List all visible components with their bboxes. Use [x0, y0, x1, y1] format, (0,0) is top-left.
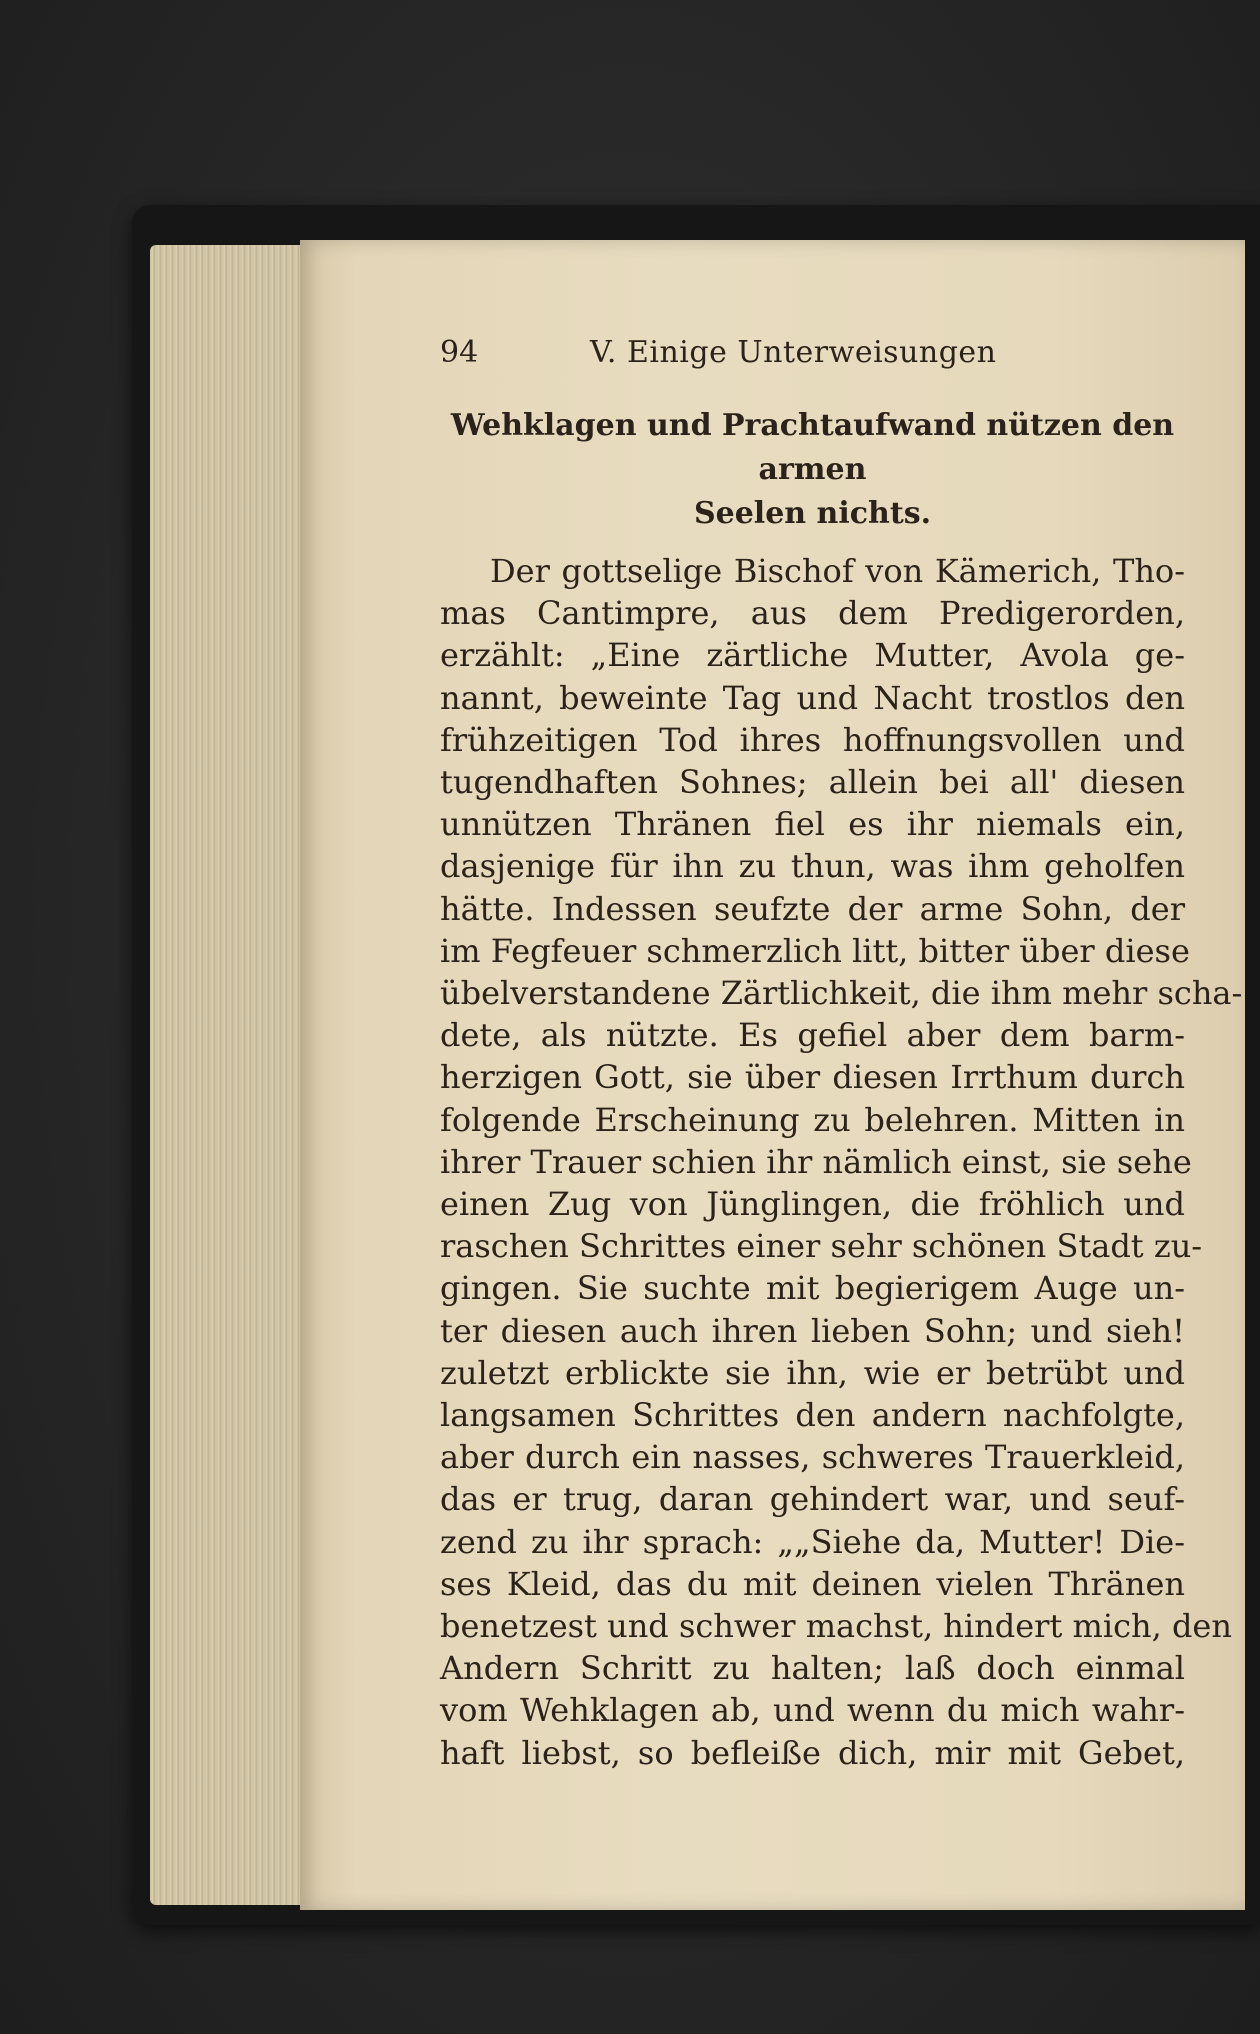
section-title	[440, 404, 1185, 536]
text-line: übelverstandene Zärtlichkeit, die ihm mehr scha-	[440, 974, 1243, 1013]
text-line: folgende Erscheinung zu belehren. Mitten in	[440, 1100, 1185, 1139]
text-line: das er trug, daran gehindert war, und seuf-	[440, 1480, 1185, 1519]
text-line: dasjenige für ihn zu thun, was ihm geholfen	[440, 847, 1185, 886]
text-line: Andern Schritt zu halten; laß doch einmal	[440, 1649, 1185, 1688]
text-line: nannt, beweinte Tag und Nacht trostlos den	[440, 678, 1185, 717]
text-line: frühzeitigen Tod ihres hoffnungsvollen und	[440, 720, 1185, 759]
section-title-line-1: Wehklagen und Prachtaufwand nützen den armen	[450, 408, 1175, 487]
text-line: zend zu ihr sprach: „„Siehe da, Mutter! Die-	[440, 1522, 1185, 1561]
text-line: mas Cantimpre, aus dem Predigerorden,	[440, 594, 1185, 633]
text-line: dete, als nützte. Es gefiel aber dem barm-	[440, 1016, 1185, 1055]
page-number: 94	[440, 335, 479, 370]
text-line: ter diesen auch ihren lieben Sohn; und sieh!	[440, 1311, 1185, 1350]
text-line: langsamen Schrittes den andern nachfolgte,	[440, 1396, 1185, 1435]
text-line: tugendhaften Sohnes; allein bei all' diesen	[440, 763, 1185, 802]
text-line: erzählt: „Eine zärtliche Mutter, Avola ge-	[440, 636, 1185, 675]
text-line: benetzest und schwer machst, hindert mich, den	[440, 1607, 1232, 1646]
page-edges	[150, 245, 320, 1905]
running-head-title: V. Einige Unterweisungen	[590, 335, 997, 370]
running-head	[440, 335, 1185, 370]
text-line: vom Wehklagen ab, und wenn du mich wahr-	[440, 1691, 1185, 1730]
text-line: zuletzt erblickte sie ihn, wie er betrübt und	[440, 1353, 1185, 1392]
book-page	[300, 240, 1245, 1910]
text-line: Der gottselige Bischof von Kämerich, Tho-	[490, 552, 1185, 590]
text-line: ses Kleid, das du mit deinen vielen Thränen	[440, 1564, 1185, 1603]
text-line: haft liebst, so befleiße dich, mir mit Gebet,	[440, 1733, 1185, 1772]
section-title-line-2: Seelen nichts.	[693, 496, 932, 531]
text-line: herzigen Gott, sie über diesen Irrthum durch	[440, 1058, 1185, 1097]
text-line: ihrer Trauer schien ihr nämlich einst, sie sehe	[440, 1142, 1192, 1181]
text-line: gingen. Sie suchte mit begierigem Auge un-	[440, 1269, 1185, 1308]
body-text	[440, 550, 1243, 1774]
text-line: im Fegfeuer schmerzlich litt, bitter über diese	[440, 931, 1190, 970]
text-line: einen Zug von Jünglingen, die fröhlich und	[440, 1185, 1185, 1224]
text-line: raschen Schrittes einer sehr schönen Stadt zu-	[440, 1227, 1203, 1266]
text-line: hätte. Indessen seufzte der arme Sohn, der	[440, 889, 1185, 928]
page-content	[440, 335, 1243, 1774]
text-line: aber durch ein nasses, schweres Trauerkleid,	[440, 1438, 1185, 1477]
text-line: unnützen Thränen fiel es ihr niemals ein,	[440, 805, 1185, 844]
